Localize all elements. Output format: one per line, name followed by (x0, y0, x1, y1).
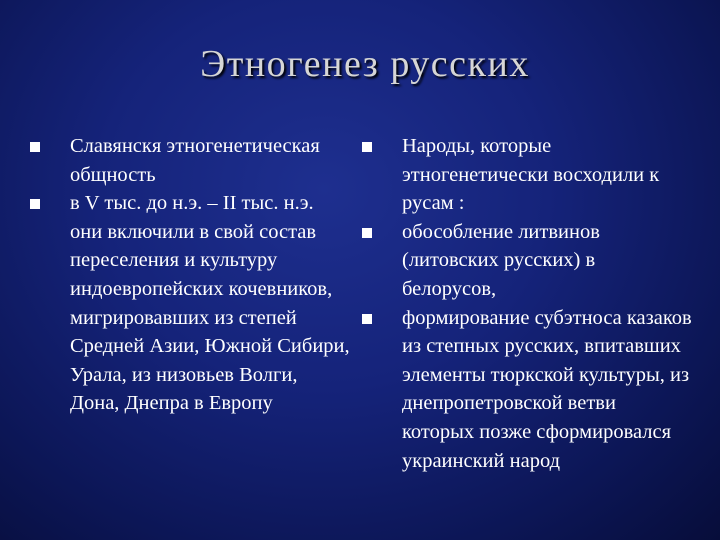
list-item (30, 132, 350, 189)
list-item (362, 218, 692, 304)
square-bullet-icon (362, 228, 372, 238)
square-bullet-icon (362, 142, 372, 152)
slide-title: Этногенез русских (200, 43, 530, 85)
list-item-text: формирование субэтноса казаков из степных русских, впитавших элементы тюркской культуры, из днепропетровской ветви которых позже сформировался украинский народ (402, 306, 692, 472)
square-bullet-icon (30, 142, 40, 152)
list-item-text: в V тыс. до н.э. – II тыс. н.э. они включили в свой состав переселения и культуру индоевропейских кочевников, мигрировавших из степей Средней Азии, Южной Сибири, Урала, из низовьев Волги, Дона, Днепра в Европу (70, 192, 350, 415)
list-item-text: Народы, которые этногенетически восходили к русам : (402, 135, 660, 215)
left-bullet-list (30, 132, 350, 418)
right-bullet-list (362, 132, 692, 475)
list-item-text: Славянскя этногенетическая общность (70, 135, 320, 186)
list-item (362, 132, 692, 218)
square-bullet-icon (362, 314, 372, 324)
square-bullet-icon (30, 199, 40, 209)
list-item (362, 304, 692, 476)
list-item-text: обособление литвинов (литовских русских) в белорусов, (402, 220, 600, 300)
list-item (30, 189, 350, 418)
